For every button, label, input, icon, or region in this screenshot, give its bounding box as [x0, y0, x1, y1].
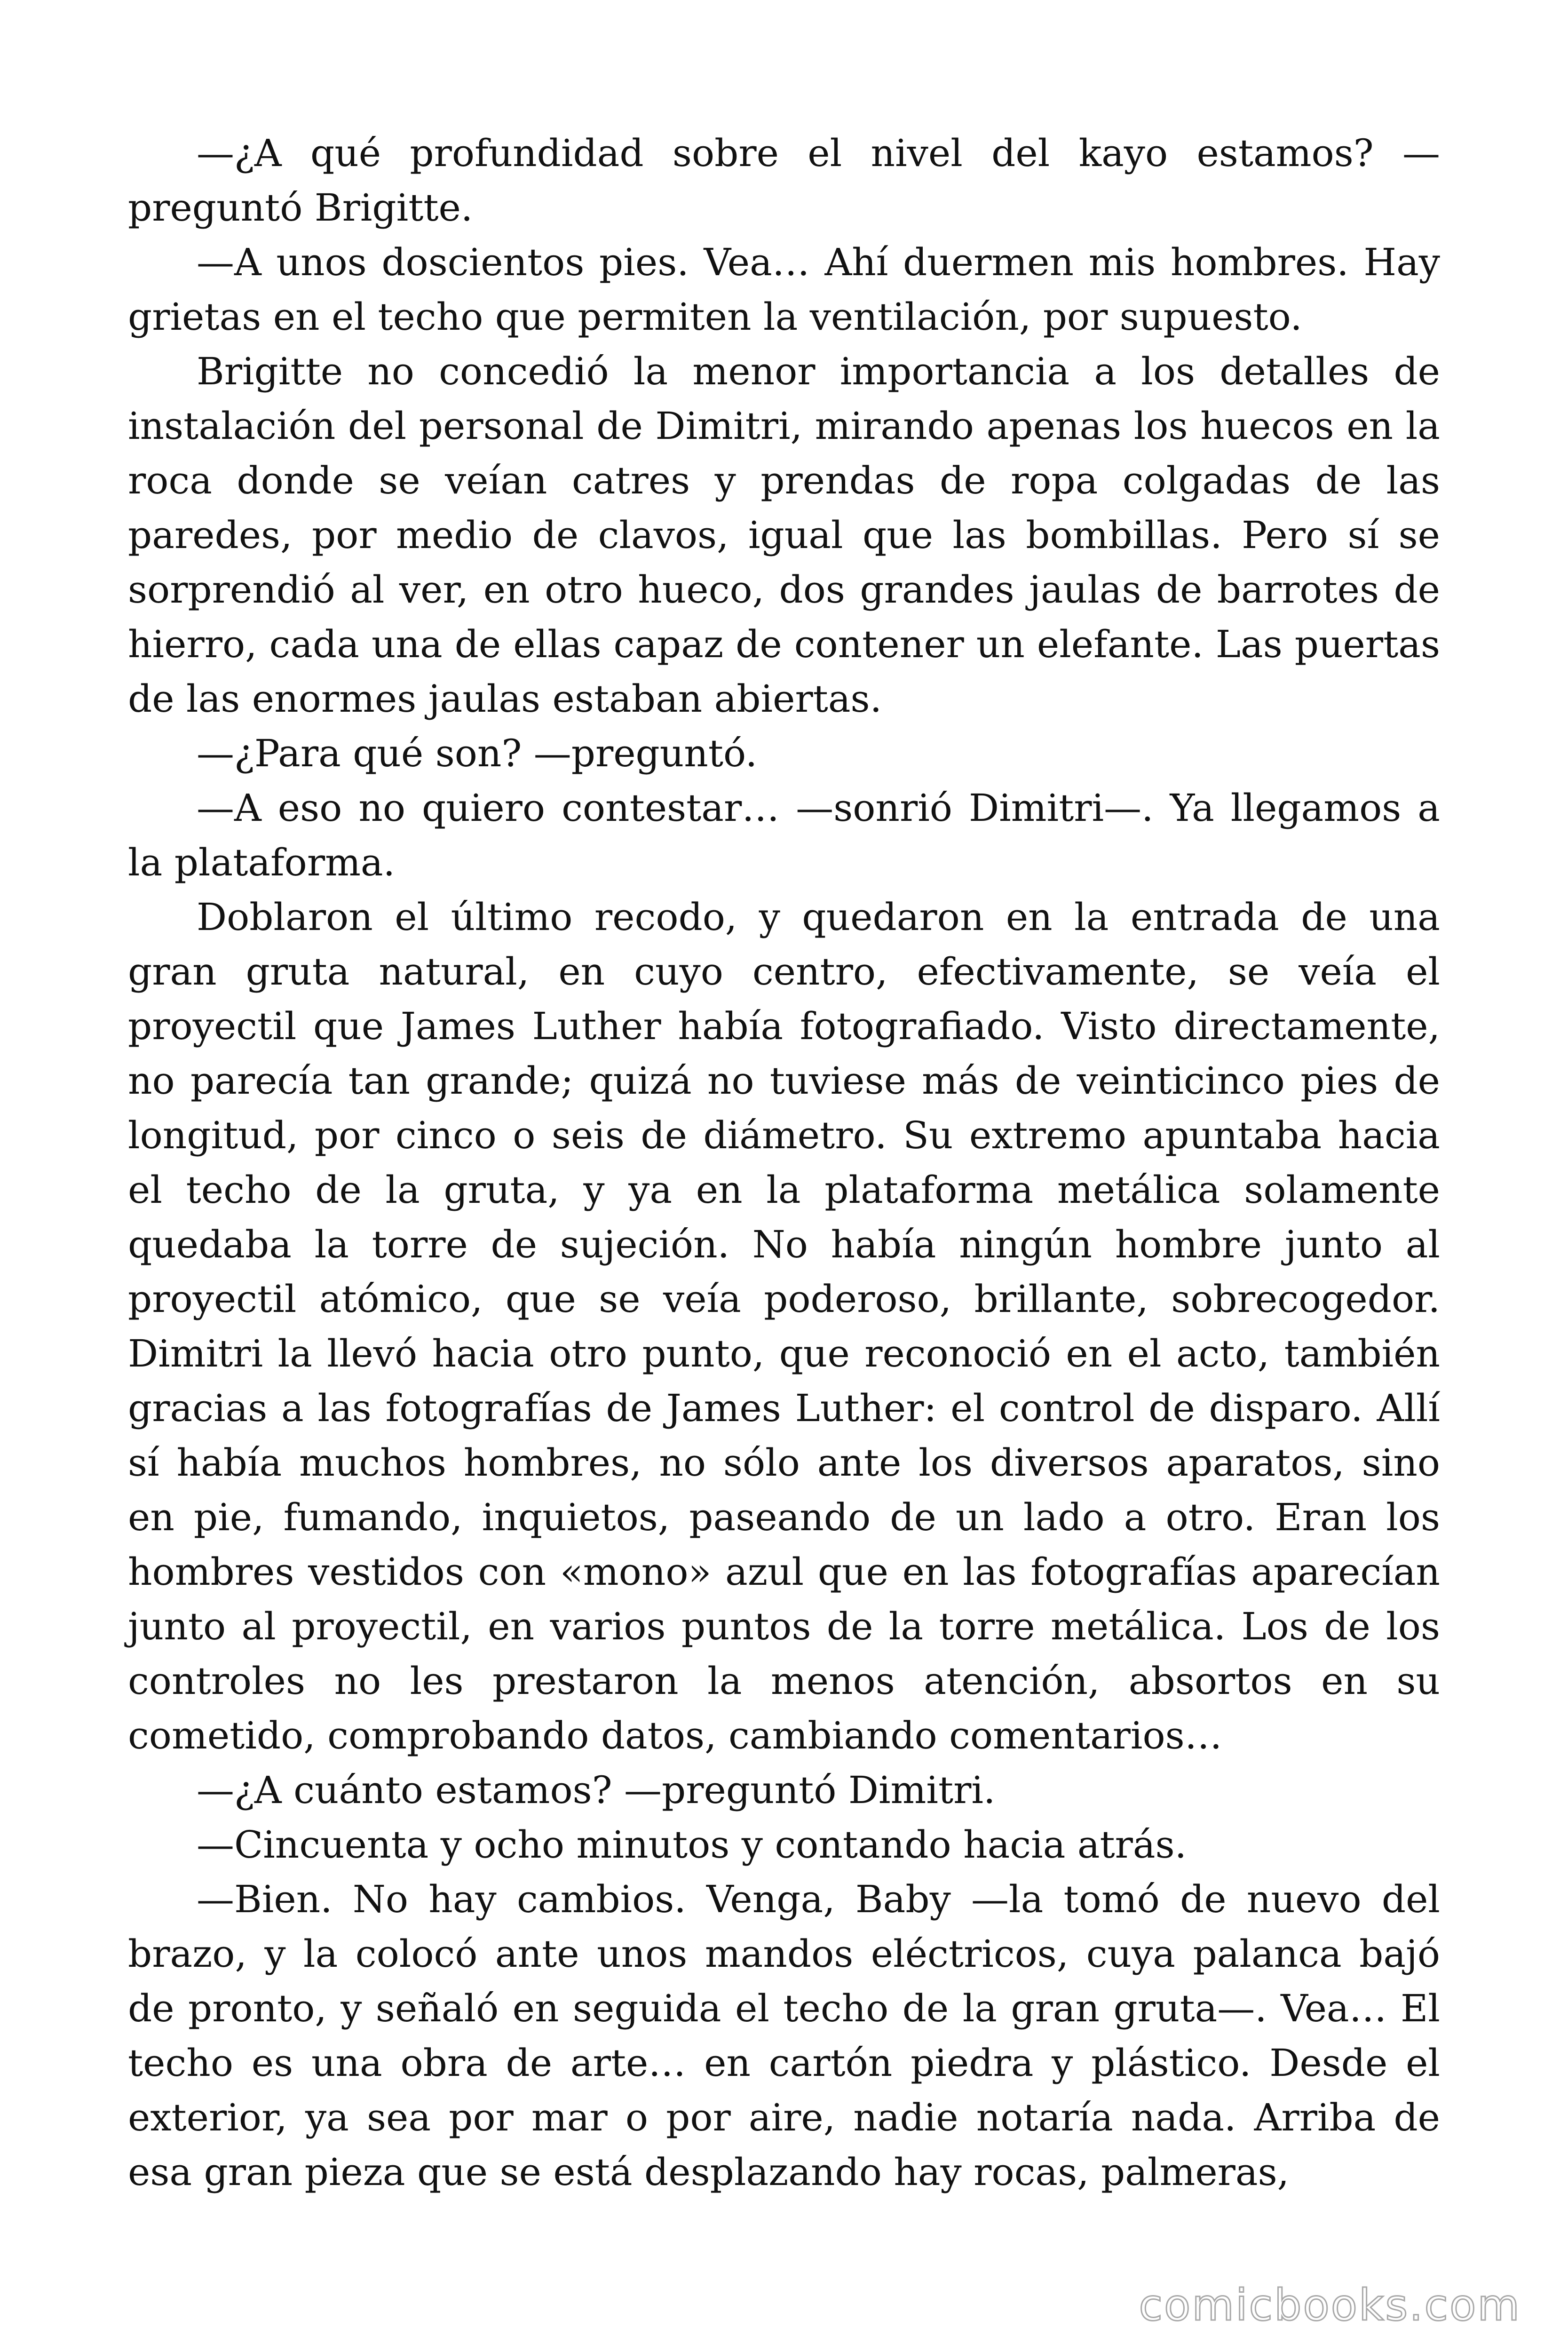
paragraph-1: —¿A qué profundidad sobre el nivel del kayo estamos? —preguntó Brigitte.	[128, 131, 1440, 230]
paragraph-3: Brigitte no concedió la menor importancia a los detalles de instalación del personal de Dimitri, mirando apenas los huecos en la roca donde se veían catres y prendas de ropa colgadas de las paredes, por medio de clavos, igual que las bombillas. Pero sí se sorprendió al ver, en otro hueco, dos grandes jaulas de barrotes de hierro, cada una de ellas capaz de contener un elefante. Las puertas de las enormes jaulas estaban abiertas.	[128, 350, 1440, 721]
page-body	[128, 126, 1440, 2243]
watermark: comicbooks.com	[1139, 2280, 1521, 2330]
paragraph-8: —Cincuenta y ocho minutos y contando hacia atrás.	[197, 1823, 1187, 1867]
paragraph-5: —A eso no quiero contestar… —sonrió Dimitri—. Ya llegamos a la plataforma.	[128, 786, 1440, 884]
paragraph-6: Doblaron el último recodo, y quedaron en la entrada de una gran gruta natural, en cuyo centro, efectivamente, se veía el proyectil que James Luther había fotografiado. Visto directamente, no parecía tan grande; quizá no tuviese más de veinticinco pies de longitud, por cinco o seis de diámetro. Su extremo apuntaba hacia el techo de la gruta, y ya en la plataforma metálica solamente quedaba la torre de sujeción. No había ningún hombre junto al proyectil atómico, que se veía poderoso, brillante, sobrecogedor. Dimitri la llevó hacia otro punto, que reconoció en el acto, también gracias a las fotografías de James Luther: el control de disparo. Allí sí había muchos hombres, no sólo ante los diversos aparatos, sino en pie, fumando, inquietos, paseando de un lado a otro. Eran los hombres vestidos con «mono» azul que en las fotografías aparecían junto al proyectil, en varios puntos de la torre metálica. Los de los controles no les prestaron la menos atención, absortos en su cometido, comprobando datos, cambiando comentarios…	[128, 895, 1440, 1757]
paragraph-2: —A unos doscientos pies. Vea… Ahí duermen mis hombres. Hay grietas en el techo que permiten la ventilación, por supuesto.	[128, 240, 1440, 339]
paragraph-9: —Bien. No hay cambios. Venga, Baby —la tomó de nuevo del brazo, y la colocó ante unos mandos eléctricos, cuya palanca bajó de pronto, y señaló en seguida el techo de la gran gruta—. Vea… El techo es una obra de arte… en cartón piedra y plástico. Desde el exterior, ya sea por mar o por aire, nadie notaría nada. Arriba de esa gran pieza que se está desplazando hay rocas, palmeras,	[128, 1877, 1440, 2194]
paragraph-7: —¿A cuánto estamos? —preguntó Dimitri.	[197, 1768, 996, 1812]
paragraph-4: —¿Para qué son? —preguntó.	[197, 731, 758, 775]
